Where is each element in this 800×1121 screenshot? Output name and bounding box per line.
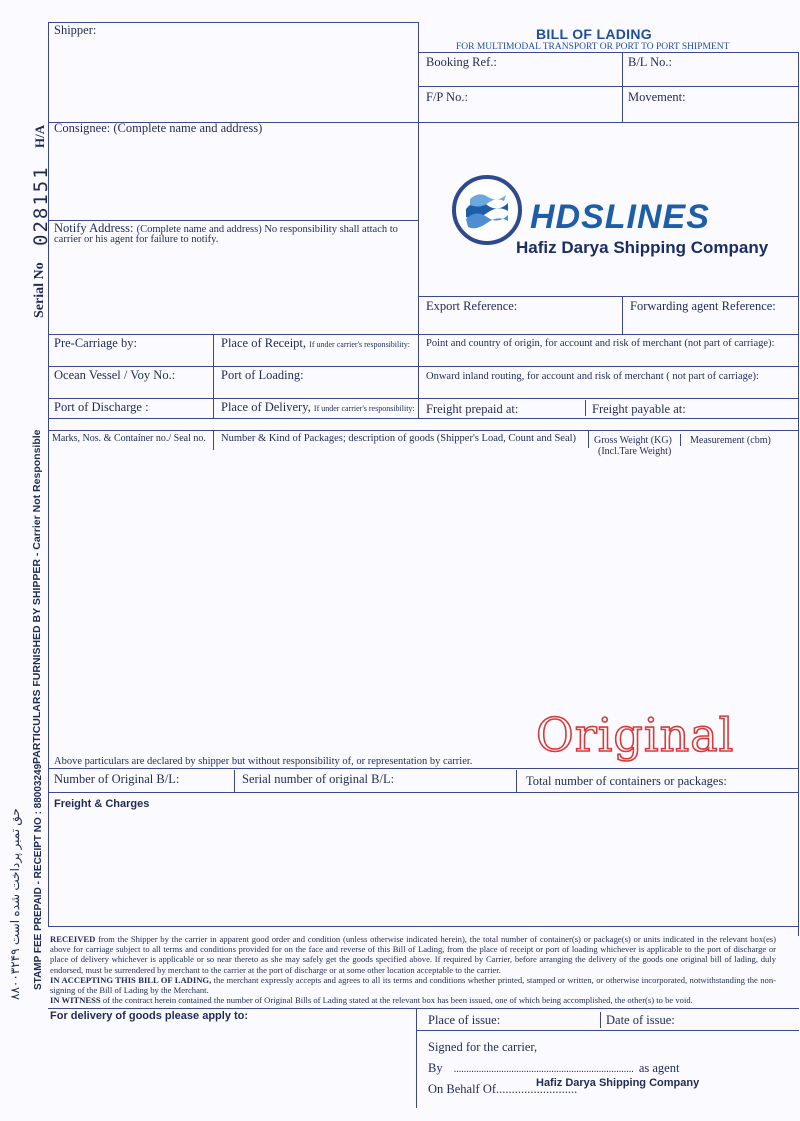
fp-no-label: F/P No.: bbox=[426, 90, 468, 104]
document-title: BILL OF LADING bbox=[536, 26, 652, 42]
if-under-2: If under carrier's responsibility: bbox=[313, 404, 415, 413]
place-issue-label: Place of issue: bbox=[428, 1013, 501, 1027]
port-loading-label: Port of Loading: bbox=[221, 368, 304, 382]
onward-routing-label: Onward inland routing, for account and risk of merchant ( not part of carriage): bbox=[426, 371, 759, 382]
freight-charges-label: Freight & Charges bbox=[54, 798, 150, 810]
number-kind-header: Number & Kind of Packages; description of goods (Shipper's Load, Count and Seal) bbox=[221, 433, 577, 444]
notify-line-2: carrier or his agent for failure to notify. bbox=[54, 234, 219, 245]
notify-rest: (Complete name and address) No responsibility shall attach to bbox=[136, 224, 398, 235]
on-behalf-label: On Behalf Of.......................... bbox=[428, 1082, 578, 1096]
serial-number: 028151 bbox=[30, 165, 52, 246]
serial-original-label: Serial number of original B/L: bbox=[242, 772, 395, 786]
received-text: from the Shipper by the carrier in apparent good order and condition (unless otherwise indicated herein), the total number of container(s) or package(s) or units indicated in the relevant box(es) above for carriage subject to all terms and conditions provided for on the face and reverse of this Bill of Lading, from the place of receipt or port of loading whichever is applicable to the port of discharge or place of delivery whichever is applicable or so near thereto as she may safely get the goods specified above. If required by Carrier, before arranging the delivery of the goods one original bill of lading, duly endorsed, must be surrendered by merchant to the carrier at the port of discharge or at some other location acceptable to the carrier. bbox=[50, 934, 776, 975]
witness-text: of the contract herein contained the number of Original Bills of Lading stated at the relevant box has been issued, one of which being accomplished, the other(s) to be void. bbox=[100, 995, 693, 1006]
marks-header: Marks, Nos. & Container no./ Seal no. bbox=[52, 433, 206, 444]
consignee-label: Consignee: (Complete name and address) bbox=[54, 121, 263, 135]
measurement-header: Measurement (cbm) bbox=[690, 435, 771, 446]
accepting-text: the merchant expressly accepts and agrees to all its terms and conditions whether printed, stamped or written, or otherwise incorporated, notwithstanding the non-signing of the Bill of Lading by the Merchant. bbox=[50, 974, 776, 996]
gross-weight-header: Gross Weight (KG) bbox=[594, 435, 672, 446]
delivery-apply-label: For delivery of goods please apply to: bbox=[50, 1010, 249, 1022]
place-delivery-label bbox=[221, 400, 415, 415]
above-particulars: Above particulars are declared by shipper but without responsibility of, or representation by carrier. bbox=[54, 756, 473, 767]
date-issue-label: Date of issue: bbox=[606, 1013, 675, 1027]
gross-weight-sub: (Incl.Tare Weight) bbox=[598, 446, 672, 457]
signed-for-label: Signed for the carrier, bbox=[428, 1040, 538, 1054]
freight-prepaid-label: Freight prepaid at: bbox=[426, 402, 519, 416]
place-delivery-text: Place of Delivery, bbox=[221, 400, 311, 414]
port-discharge-label: Port of Discharge : bbox=[54, 400, 149, 414]
received-paragraph bbox=[50, 934, 776, 975]
ocean-vessel-label: Ocean Vessel / Voy No.: bbox=[54, 368, 176, 382]
by-dots: ........................................................................ bbox=[453, 1064, 634, 1075]
accepting-head: IN ACCEPTING THIS BILL OF LADING, bbox=[50, 974, 212, 985]
shipper-label: Shipper: bbox=[54, 23, 97, 37]
witness-head: IN WITNESS bbox=[50, 995, 101, 1006]
forwarding-ref-label: Forwarding agent Reference: bbox=[630, 299, 776, 313]
document-subtitle: FOR MULTIMODAL TRANSPORT OR PORT TO PORT SHIPMENT bbox=[456, 42, 730, 52]
terms-block bbox=[50, 934, 776, 1005]
total-containers-label: Total number of containers or packages: bbox=[526, 774, 727, 788]
freight-payable-label: Freight payable at: bbox=[592, 402, 686, 416]
accepting-paragraph bbox=[50, 975, 776, 995]
waves-logo-icon bbox=[452, 175, 522, 245]
company-logo bbox=[452, 175, 522, 245]
stamp-fee-side-label: STAMP FEE PREPAID - RECEIPT NO : 88003249 bbox=[33, 763, 44, 990]
booking-ref-label: Booking Ref.: bbox=[426, 55, 497, 69]
as-agent-label: as agent bbox=[638, 1061, 680, 1075]
company-name: Hafiz Darya Shipping Company bbox=[516, 238, 769, 257]
pre-carriage-label: Pre-Carriage by: bbox=[54, 336, 137, 350]
particulars-side-label: PARTICULARS FURNISHED BY SHIPPER - Carrier Not Responsible bbox=[31, 429, 43, 764]
place-receipt-text: Place of Receipt, bbox=[221, 336, 307, 350]
place-receipt-label bbox=[221, 336, 410, 351]
by-line bbox=[428, 1061, 679, 1076]
point-country-label: Point and country of origin, for account and risk of merchant (not part of carriage): bbox=[426, 338, 775, 349]
logo-wordmark: HDSLINES bbox=[530, 198, 710, 236]
ha-label: H/A bbox=[32, 124, 47, 148]
received-head: RECEIVED bbox=[50, 934, 96, 944]
witness-paragraph bbox=[50, 995, 776, 1005]
on-behalf-company: Hafiz Darya Shipping Company bbox=[536, 1077, 700, 1089]
serial-label: Serial No bbox=[32, 262, 47, 318]
movement-label: Movement: bbox=[628, 90, 686, 104]
num-original-label: Number of Original B/L: bbox=[54, 772, 180, 786]
if-under-1: If under carrier's responsibility: bbox=[309, 340, 410, 349]
persian-stamp-text: حق تمبر پرداخت شده است ۸۸۰۰۳۲۴۹ bbox=[8, 808, 22, 1000]
by-label: By bbox=[428, 1061, 443, 1075]
original-stamp: Original bbox=[536, 708, 735, 762]
export-ref-label: Export Reference: bbox=[426, 299, 518, 313]
notify-main: Notify Address: bbox=[54, 221, 134, 235]
bl-no-label: B/L No.: bbox=[628, 55, 672, 69]
